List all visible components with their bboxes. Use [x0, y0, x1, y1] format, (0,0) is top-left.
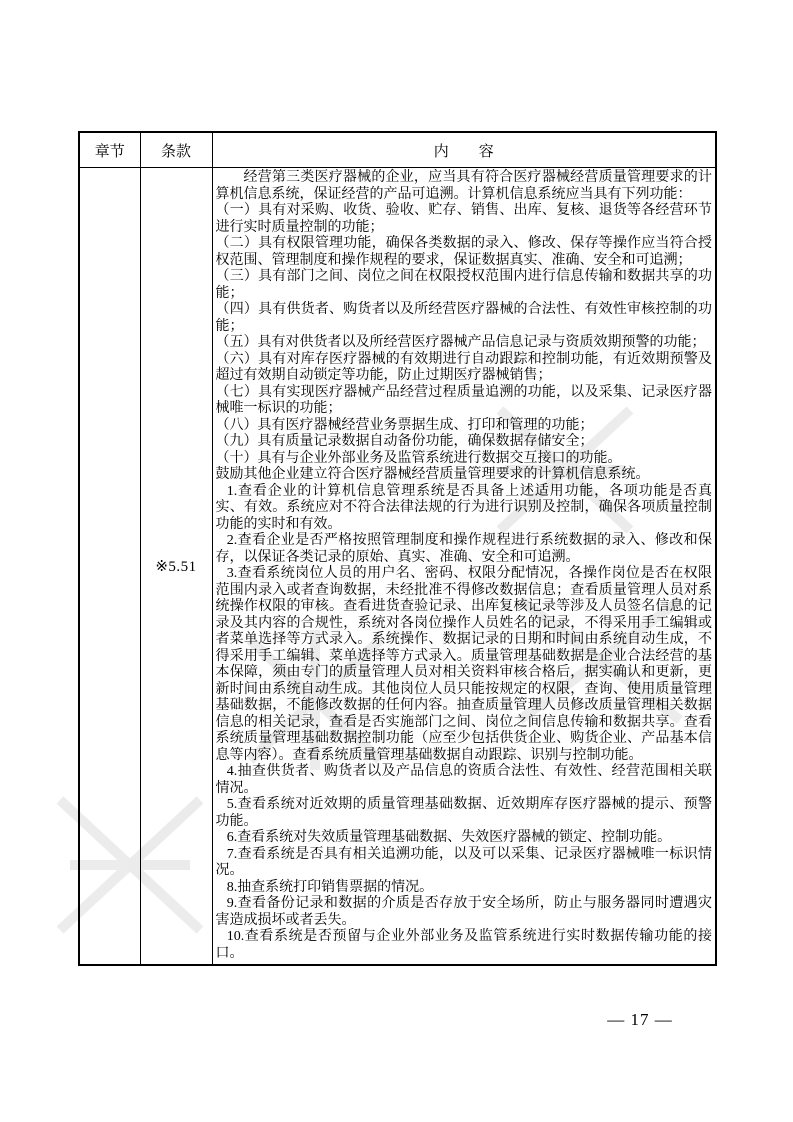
content-paragraph: 4.抽查供货者、购货者以及产品信息的资质合法性、有效性、经营范围相关联情况。 — [215, 764, 712, 796]
inspection-table — [78, 131, 717, 966]
content-paragraph: 鼓励其他企业建立符合医疗器械经营质量管理要求的计算机信息系统。 — [215, 467, 650, 482]
content-paragraph: 10.查看系统是否预留与企业外部业务及监管系统进行实时数据传输功能的接口。 — [215, 929, 712, 961]
table-header-row — [79, 132, 716, 168]
column-header-clause: 条款 — [140, 132, 212, 168]
column-header-content: 内 容 — [212, 132, 716, 168]
content-paragraph: 9.查看备份记录和数据的介质是否存放于安全场所，防止与服务器同时遭遇灾害造成损坏或者丢失。 — [215, 896, 712, 928]
content-paragraph: 6.查看系统对失效质量管理基础数据、失效医疗器械的锁定、控制功能。 — [226, 830, 672, 845]
content-paragraph: 3.查看系统岗位人员的用户名、密码、权限分配情况，各操作岗位是否在权限范围内录入或者查询数据，未经批准不得修改数据信息；查看质量管理人员对系统操作权限的审核。查看进货查验记录、出库复核记录等涉及人员签名信息的记录及其内容的合规性，系统对各岗位操作人员姓名的记录，不得采用手工编辑或者菜单选择等方式录入。系统操作、数据记录的日期和时间由系统自动生成，不得采用手工编辑、菜单选择等方式录入。质量管理基础数据是企业合法经营的基本保障，须由专门的质量管理人员对相关资料审核合格后，据实确认和更新，更新时间由系统自动生成。其他岗位人员只能按规定的权限，查询、使用质量管理基础数据，不能修改数据的任何内容。抽查质量管理人员修改质量管理相关数据信息的相关记录，查看是否实施部门之间、岗位之间信息传输和数据共享。查看系统质量管理基础数据控制功能（应至少包括供货企业、购货企业、产品基本信息等内容）。查看系统质量管理基础数据自动跟踪、识别与控制功能。 — [215, 566, 712, 763]
content-paragraph: 5.查看系统对近效期的质量管理基础数据、近效期库存医疗器械的提示、预警功能。 — [215, 797, 712, 829]
content-paragraph: 1.查看企业的计算机信息管理系统是否具备上述适用功能，各项功能是否真实、有效。系统应对不符合法律法规的行为进行识别及控制，确保各项质量控制功能的实时和有效。 — [215, 483, 712, 532]
content-paragraph: 经营第三类医疗器械的企业，应当具有符合医疗器械经营质量管理要求的计算机信息系统，保证经营的产品可追溯。计算机信息系统应当具有下列功能： — [215, 170, 712, 202]
content-paragraph: 2.查看企业是否严格按照管理制度和操作规程进行系统数据的录入、修改和保存，以保证各类记录的原始、真实、准确、安全和可追溯。 — [215, 533, 712, 565]
content-paragraph: （五）具有对供货者以及所经营医疗器械产品信息记录与资质效期预警的功能； — [215, 335, 706, 350]
content-paragraph: （六）具有对库存医疗器械的有效期进行自动跟踪和控制功能，有近效期预警及超过有效期自动锁定等功能，防止过期医疗器械销售； — [215, 351, 712, 383]
content-cell — [212, 168, 716, 966]
content-paragraph: （七）具有实现医疗器械产品经营过程质量追溯的功能，以及采集、记录医疗器械唯一标识的功能； — [215, 384, 712, 416]
content-paragraph: （二）具有权限管理功能，确保各类数据的录入、修改、保存等操作应当符合授权范围、管理制度和操作规程的要求，保证数据真实、准确、安全和可追溯； — [215, 236, 712, 268]
content-paragraph: （九）具有质量记录数据自动备份功能，确保数据存储安全； — [215, 434, 594, 449]
content-paragraph: （四）具有供货者、购货者以及所经营医疗器械的合法性、有效性审核控制的功能； — [215, 302, 712, 334]
content-paragraph: （三）具有部门之间、岗位之间在权限授权范围内进行信息传输和数据共享的功能； — [215, 269, 712, 301]
clause-cell: ※5.51 — [140, 168, 212, 966]
page-number: — 17 — — [607, 1010, 673, 1029]
content-paragraph: （一）具有对采购、收货、验收、贮存、销售、出库、复核、退货等各经营环节进行实时质量控制的功能； — [215, 203, 712, 235]
content-paragraph: 7.查看系统是否具有相关追溯功能，以及可以采集、记录医疗器械唯一标识情况。 — [215, 846, 712, 878]
content-paragraph: 8.抽查系统打印销售票据的情况。 — [226, 879, 434, 895]
content-cell-body — [213, 168, 716, 964]
content-paragraph: （十）具有与企业外部业务及监管系统进行数据交互接口的功能。 — [215, 450, 622, 466]
content-paragraph: （八）具有医疗器械经营业务票据生成、打印和管理的功能； — [215, 417, 594, 433]
column-header-chapter: 章节 — [79, 132, 140, 168]
table-row — [79, 168, 716, 966]
chapter-cell — [79, 168, 140, 966]
